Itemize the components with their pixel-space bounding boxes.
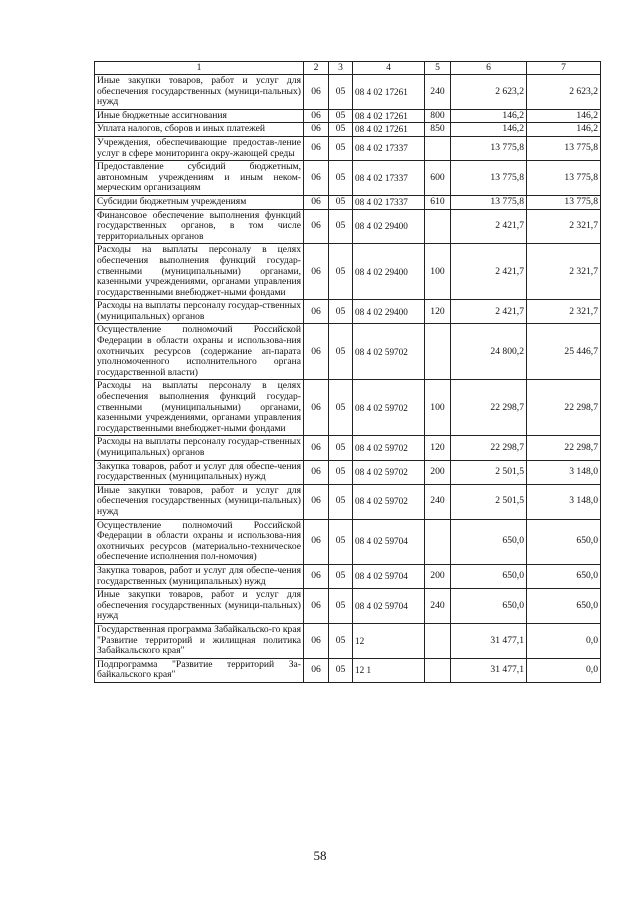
table-row: [95, 623, 601, 658]
row-name: Расходы на выплаты персоналу государ-ственных (муниципальных) органов: [95, 436, 304, 460]
target-article-code: 08 4 02 59702: [353, 436, 425, 460]
row-name: Расходы на выплаты персоналу государ-ственных (муниципальных) органов: [95, 300, 304, 324]
section-code: 06: [304, 324, 329, 380]
header-cell-2: 2: [304, 62, 329, 75]
target-article-code: 12: [353, 623, 425, 658]
expense-type-code: 200: [425, 564, 451, 588]
row-name: Финансовое обеспечение выполнения функций государственных органов, в том числе территориальных органов: [95, 209, 304, 244]
amount-col-6: 13 775,8: [451, 136, 527, 160]
table-row: [95, 300, 601, 324]
table-row: [95, 436, 601, 460]
amount-col-7: 2 321,7: [527, 209, 601, 244]
row-name: Иные закупки товаров, работ и услуг для обеспечения государственных (муници-пальных) нужд: [95, 589, 304, 624]
amount-col-7: 13 775,8: [527, 161, 601, 196]
section-code: 06: [304, 589, 329, 624]
row-name: Предоставление субсидий бюджетным, автономным учреждениям и иным неком-мерческим организациям: [95, 161, 304, 196]
amount-col-6: 31 477,1: [451, 623, 527, 658]
header-row: [95, 62, 601, 75]
amount-col-7: 146,2: [527, 109, 601, 123]
table-row: [95, 195, 601, 209]
target-article-code: 12 1: [353, 658, 425, 682]
amount-col-7: 13 775,8: [527, 195, 601, 209]
row-name: Иные бюджетные ассигнования: [95, 109, 304, 123]
target-article-code: 08 4 02 17337: [353, 136, 425, 160]
section-code: 06: [304, 209, 329, 244]
amount-col-6: 22 298,7: [451, 380, 527, 436]
amount-col-7: 0,0: [527, 658, 601, 682]
section-code: 06: [304, 623, 329, 658]
expense-type-code: 120: [425, 300, 451, 324]
expense-type-code: [425, 623, 451, 658]
subsection-code: 05: [329, 484, 353, 519]
expense-type-code: [425, 136, 451, 160]
amount-col-6: 2 421,7: [451, 209, 527, 244]
target-article-code: 08 4 02 59702: [353, 324, 425, 380]
section-code: 06: [304, 136, 329, 160]
table-row: [95, 484, 601, 519]
section-code: 06: [304, 123, 329, 137]
header-cell-4: 4: [353, 62, 425, 75]
page-number: 58: [313, 848, 327, 863]
expense-type-code: 100: [425, 380, 451, 436]
subsection-code: 05: [329, 564, 353, 588]
amount-col-6: 24 800,2: [451, 324, 527, 380]
row-name: Осуществление полномочий Российской Федерации в области охраны и использова-ния охотничьих ресурсов (содержание ап-парата уполномоченного исполнительного органа государственной власти): [95, 324, 304, 380]
row-name: Осуществление полномочий Российской Федерации в области охраны и использова-ния охотничьих ресурсов (материально-техническое обеспечение исполнения пол-номочия): [95, 519, 304, 564]
section-code: 06: [304, 161, 329, 196]
expense-type-code: 120: [425, 436, 451, 460]
section-code: 06: [304, 484, 329, 519]
subsection-code: 05: [329, 109, 353, 123]
table-row: [95, 519, 601, 564]
subsection-code: 05: [329, 195, 353, 209]
subsection-code: 05: [329, 436, 353, 460]
expense-type-code: [425, 209, 451, 244]
amount-col-6: 146,2: [451, 109, 527, 123]
expense-type-code: 240: [425, 589, 451, 624]
header-cell-7: 7: [527, 62, 601, 75]
table-row: [95, 123, 601, 137]
amount-col-7: 2 321,7: [527, 300, 601, 324]
amount-col-6: 2 421,7: [451, 300, 527, 324]
section-code: 06: [304, 658, 329, 682]
amount-col-6: 2 501,5: [451, 460, 527, 484]
target-article-code: 08 4 02 59704: [353, 589, 425, 624]
target-article-code: 08 4 02 17261: [353, 109, 425, 123]
target-article-code: 08 4 02 59704: [353, 519, 425, 564]
row-name: Иные закупки товаров, работ и услуг для обеспечения государственных (муници-пальных) нужд: [95, 484, 304, 519]
amount-col-6: 2 623,2: [451, 75, 527, 110]
subsection-code: 05: [329, 244, 353, 300]
row-name: Расходы на выплаты персоналу в целях обеспечения выполнения функций государ-ственными (муниципальными) органами, казенными учреждениями, органами управления государственными внебюджет-ными фондами: [95, 244, 304, 300]
target-article-code: 08 4 02 17337: [353, 161, 425, 196]
table-row: [95, 658, 601, 682]
amount-col-6: 13 775,8: [451, 161, 527, 196]
amount-col-7: 22 298,7: [527, 380, 601, 436]
header-cell-1: 1: [95, 62, 304, 75]
target-article-code: 08 4 02 17337: [353, 195, 425, 209]
amount-col-7: 13 775,8: [527, 136, 601, 160]
amount-col-7: 650,0: [527, 564, 601, 588]
table-row: [95, 244, 601, 300]
target-article-code: 08 4 02 59704: [353, 564, 425, 588]
row-name: Подпрограмма "Развитие территорий За-байкальского края": [95, 658, 304, 682]
expense-type-code: 610: [425, 195, 451, 209]
section-code: 06: [304, 436, 329, 460]
target-article-code: 08 4 02 29400: [353, 300, 425, 324]
amount-col-6: 650,0: [451, 564, 527, 588]
expense-type-code: 850: [425, 123, 451, 137]
expense-type-code: [425, 658, 451, 682]
section-code: 06: [304, 460, 329, 484]
target-article-code: 08 4 02 59702: [353, 484, 425, 519]
table-row: [95, 136, 601, 160]
header-cell-3: 3: [329, 62, 353, 75]
expense-type-code: [425, 519, 451, 564]
subsection-code: 05: [329, 209, 353, 244]
table-body: [95, 75, 601, 683]
amount-col-6: 31 477,1: [451, 658, 527, 682]
subsection-code: 05: [329, 75, 353, 110]
row-name: Уплата налогов, сборов и иных платежей: [95, 123, 304, 137]
amount-col-7: 2 321,7: [527, 244, 601, 300]
subsection-code: 05: [329, 519, 353, 564]
amount-col-6: 650,0: [451, 589, 527, 624]
section-code: 06: [304, 564, 329, 588]
subsection-code: 05: [329, 380, 353, 436]
table-row: [95, 209, 601, 244]
section-code: 06: [304, 244, 329, 300]
expense-type-code: 800: [425, 109, 451, 123]
target-article-code: 08 4 02 29400: [353, 244, 425, 300]
table-row: [95, 380, 601, 436]
expense-type-code: [425, 324, 451, 380]
amount-col-6: 22 298,7: [451, 436, 527, 460]
row-name: Закупка товаров, работ и услуг для обеспе-чения государственных (муниципальных) нужд: [95, 564, 304, 588]
expense-type-code: 240: [425, 75, 451, 110]
row-name: Закупка товаров, работ и услуг для обеспе-чения государственных (муниципальных) нужд: [95, 460, 304, 484]
expense-type-code: 100: [425, 244, 451, 300]
section-code: 06: [304, 109, 329, 123]
table-row: [95, 109, 601, 123]
table-row: [95, 324, 601, 380]
amount-col-6: 146,2: [451, 123, 527, 137]
section-code: 06: [304, 380, 329, 436]
table-row: [95, 161, 601, 196]
amount-col-6: 650,0: [451, 519, 527, 564]
amount-col-7: 2 623,2: [527, 75, 601, 110]
target-article-code: 08 4 02 29400: [353, 209, 425, 244]
subsection-code: 05: [329, 136, 353, 160]
amount-col-7: 0,0: [527, 623, 601, 658]
row-name: Государственная программа Забайкальско-го края "Развитие территорий и жилищная политика Забайкальского края": [95, 623, 304, 658]
table-row: [95, 460, 601, 484]
subsection-code: 05: [329, 300, 353, 324]
amount-col-6: 13 775,8: [451, 195, 527, 209]
expense-type-code: 600: [425, 161, 451, 196]
amount-col-7: 25 446,7: [527, 324, 601, 380]
expense-type-code: 240: [425, 484, 451, 519]
amount-col-7: 146,2: [527, 123, 601, 137]
amount-col-7: 22 298,7: [527, 436, 601, 460]
section-code: 06: [304, 519, 329, 564]
amount-col-7: 3 148,0: [527, 460, 601, 484]
row-name: Субсидии бюджетным учреждениям: [95, 195, 304, 209]
amount-col-7: 3 148,0: [527, 484, 601, 519]
target-article-code: 08 4 02 59702: [353, 380, 425, 436]
table-row: [95, 564, 601, 588]
subsection-code: 05: [329, 123, 353, 137]
section-code: 06: [304, 195, 329, 209]
subsection-code: 05: [329, 658, 353, 682]
subsection-code: 05: [329, 460, 353, 484]
subsection-code: 05: [329, 623, 353, 658]
row-name: Расходы на выплаты персоналу в целях обеспечения выполнения функций государ-ственными (муниципальными) органами, казенными учреждениями, органами управления государственными внебюджет-ными фондами: [95, 380, 304, 436]
header-cell-5: 5: [425, 62, 451, 75]
target-article-code: 08 4 02 17261: [353, 123, 425, 137]
section-code: 06: [304, 300, 329, 324]
amount-col-6: 2 501,5: [451, 484, 527, 519]
amount-col-7: 650,0: [527, 519, 601, 564]
header-cell-6: 6: [451, 62, 527, 75]
subsection-code: 05: [329, 161, 353, 196]
table-row: [95, 589, 601, 624]
subsection-code: 05: [329, 589, 353, 624]
amount-col-6: 2 421,7: [451, 244, 527, 300]
budget-table: [94, 61, 601, 683]
subsection-code: 05: [329, 324, 353, 380]
target-article-code: 08 4 02 17261: [353, 75, 425, 110]
expense-type-code: 200: [425, 460, 451, 484]
table-row: [95, 75, 601, 110]
section-code: 06: [304, 75, 329, 110]
row-name: Учреждения, обеспечивающие предостав-ление услуг в сфере мониторинга окру-жающей среды: [95, 136, 304, 160]
amount-col-7: 650,0: [527, 589, 601, 624]
row-name: Иные закупки товаров, работ и услуг для обеспечения государственных (муници-пальных) нужд: [95, 75, 304, 110]
target-article-code: 08 4 02 59702: [353, 460, 425, 484]
